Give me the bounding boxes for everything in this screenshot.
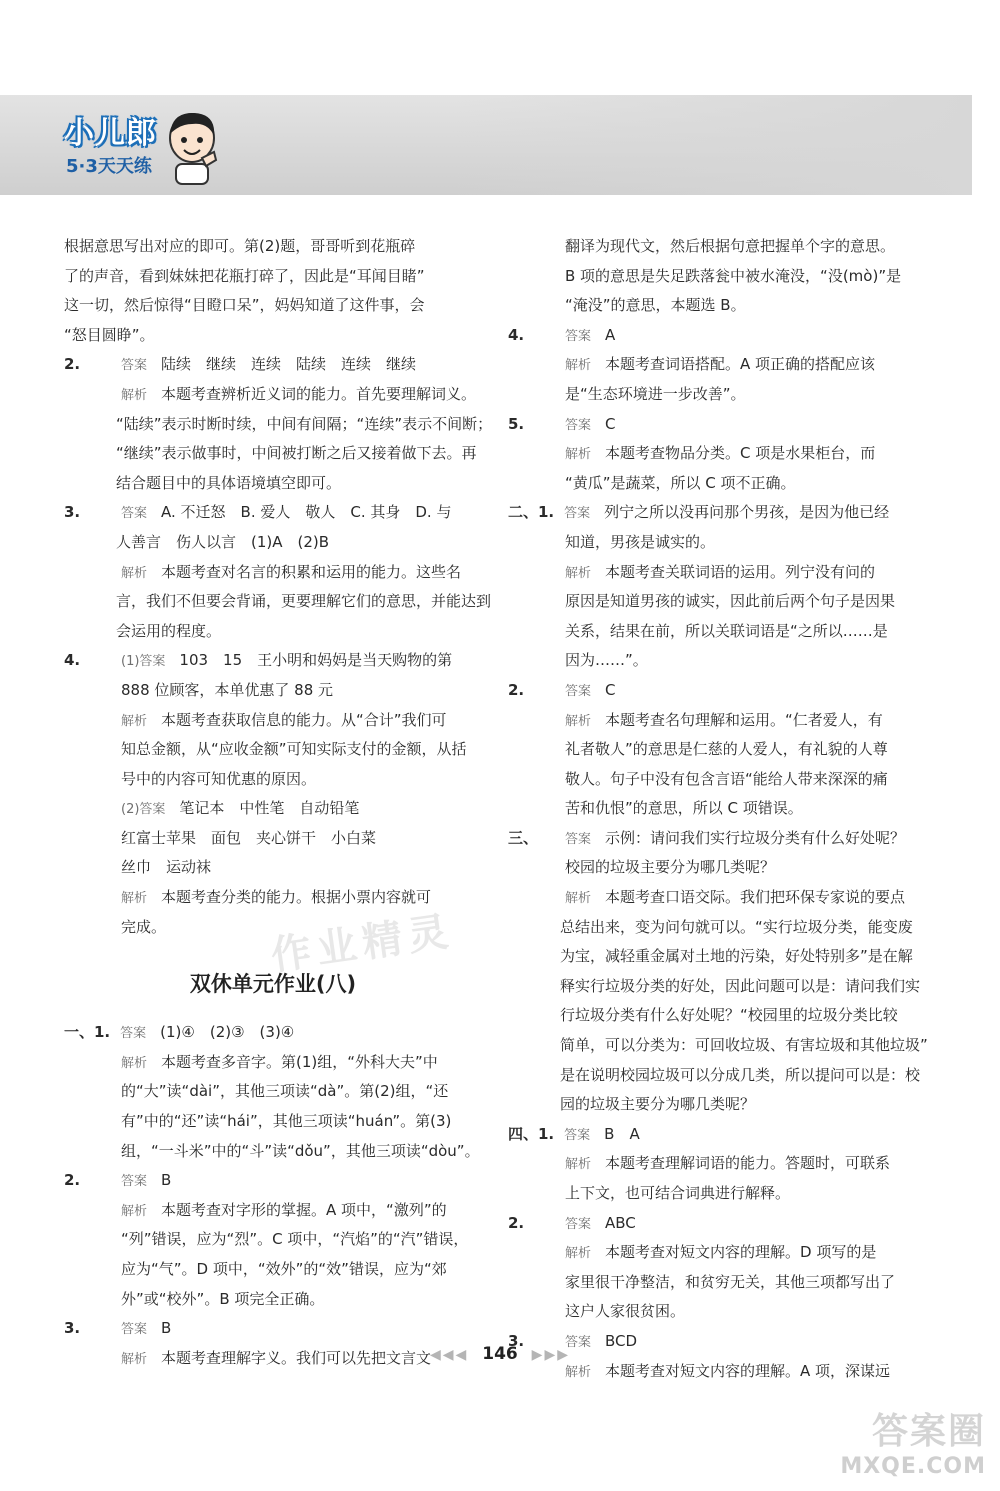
text-line: B 项的意思是失足跌落瓮中被水淹没，“没(mò)”是	[565, 266, 902, 285]
text-line: 了的声音，看到妹妹把花瓶打碎了，因此是“耳闻目睹”	[64, 266, 425, 285]
answer-line	[508, 498, 926, 528]
text-line: “陆续”表示时断时续，中间有间隔；“连续”表示不间断；	[116, 414, 493, 433]
item-label: 答案	[120, 1026, 147, 1042]
item-text: C	[605, 680, 616, 699]
item-text: 本题考查词语搭配。A 项正确的搭配应该	[605, 355, 876, 374]
item-label: 解析	[121, 891, 148, 907]
item-number: 3.	[508, 1331, 525, 1350]
item-text: 本题考查获取信息的能力。从“合计”我们可	[161, 710, 447, 729]
text-line: 会运用的程度。	[116, 621, 222, 640]
answer-line	[508, 883, 926, 913]
item-text: 示例：请问我们实行垃圾分类有什么好处呢？	[605, 828, 906, 847]
text-line: 888 位顾客，本单优惠了 88 元	[121, 680, 334, 699]
answer-line	[64, 646, 482, 676]
text-line: 根据意思写出对应的即可。第(2)题，哥哥听到花瓶碎	[64, 237, 416, 255]
text-line: 原因是知道男孩的诚实，因此前后两个句子是因果	[565, 592, 896, 611]
page-number: 146	[482, 1344, 518, 1364]
text-line: 行垃圾分类有什么好处呢？“校园里的垃圾分类比较	[560, 1006, 898, 1025]
item-number: 二、1.	[508, 503, 555, 522]
text-line: 这户人家很贫困。	[565, 1302, 686, 1321]
answer-line	[64, 498, 482, 528]
item-number: 4.	[64, 651, 81, 670]
text-line: 因为……”。	[565, 651, 648, 670]
item-text: B A	[604, 1124, 640, 1143]
stamp-watermark: 作业精灵	[268, 908, 457, 980]
item-number: 2.	[64, 355, 81, 374]
item-text: 本题考查理解字义。我们可以先把文言文	[161, 1348, 432, 1367]
text-line: 言，我们不但要会背诵，更要理解它们的意思，并能达到	[116, 592, 492, 611]
item-label: 解析	[565, 565, 592, 581]
item-label: (2)答案	[121, 802, 166, 818]
text-line: 外”或“校外”。B 项完全正确。	[121, 1289, 325, 1308]
item-number: 3.	[64, 503, 81, 522]
answer-line	[508, 558, 926, 588]
item-label: 解析	[565, 1157, 592, 1173]
item-text: 陆续 继续 连续 陆续 连续 继续	[161, 355, 417, 374]
left-column	[64, 232, 493, 1373]
answer-line	[64, 1166, 482, 1196]
logo-subtitle: 5·3天天练	[66, 156, 152, 177]
item-label: 答案	[564, 1127, 591, 1143]
item-number: 5.	[508, 414, 525, 433]
answer-line	[508, 410, 926, 440]
text-line: 园的垃圾主要分为哪几类呢？	[560, 1095, 756, 1114]
text-line: 家里很干净整洁，和贫穷无关，其他三项都写出了	[565, 1272, 896, 1291]
text-line: 简单，可以分类为：可回收垃圾、有害垃圾和其他垃圾”	[560, 1036, 928, 1055]
answer-line	[64, 794, 482, 824]
item-number: 4.	[508, 325, 525, 344]
mascot-boy-icon	[162, 108, 222, 186]
text-line: 是在说明校园垃圾可以分成几类，所以提问可以是：校	[560, 1065, 921, 1084]
item-label: 答案	[121, 506, 148, 522]
answer-line	[508, 321, 926, 351]
answer-line	[64, 1048, 482, 1078]
item-number: 2.	[508, 1213, 525, 1232]
answer-line	[508, 676, 926, 706]
text-line: 知道，男孩是诚实的。	[565, 532, 716, 551]
answer-line	[64, 1196, 482, 1226]
answer-line	[508, 1120, 926, 1150]
item-text: A. 不迁怒 B. 爱人 敬人 C. 其身 D. 与	[161, 503, 452, 522]
text-line: 苦和仇恨”的意思，所以 C 项错误。	[565, 799, 803, 818]
item-text: 本题考查对名言的积累和运用的能力。这些名	[161, 562, 462, 581]
text-line: “继续”表示做事时，中间被打断之后又接着做下去。再	[116, 444, 477, 463]
text-line: “怒目圆睁”。	[64, 325, 155, 344]
answer-line	[64, 558, 482, 588]
item-text: B	[161, 1171, 172, 1190]
item-text: 本题考查多音字。第(1)组，“外科大夫”中	[161, 1052, 438, 1071]
item-label: 答案	[121, 1322, 148, 1338]
text-line: 翻译为现代文，然后根据句意把握单个字的意思。	[565, 237, 896, 255]
item-label: 答案	[564, 506, 591, 522]
item-label: 解析	[565, 1246, 592, 1262]
site-watermark	[840, 1403, 986, 1479]
item-text: ABC	[605, 1213, 636, 1232]
item-label: 解析	[121, 713, 148, 729]
item-text: 本题考查辨析近义词的能力。首先要理解词义。	[161, 384, 477, 403]
answer-line	[64, 350, 482, 380]
page-number-bar	[0, 1344, 1000, 1364]
logo-title: 小儿郎	[64, 116, 157, 151]
text-line: 人善言 伤人以言 (1)A (2)B	[116, 532, 330, 551]
answer-line	[508, 706, 926, 736]
item-text: 本题考查对短文内容的理解。D 项写的是	[605, 1243, 877, 1262]
item-label: 答案	[565, 417, 592, 433]
text-line: “列”错误，应为“烈”。C 项中，“汽焰”的“汽”错误，	[121, 1230, 469, 1249]
answer-line	[508, 1238, 926, 1268]
answer-line	[508, 350, 926, 380]
text-line: 上下文，也可结合词典进行解释。	[565, 1184, 791, 1202]
item-label: (1)答案	[121, 654, 166, 670]
item-number: 2.	[508, 680, 525, 699]
watermark-logo-text: 答案圈	[871, 1411, 986, 1452]
item-text: 本题考查对短文内容的理解。A 项，深谋远	[605, 1361, 891, 1380]
item-label: 解析	[565, 358, 592, 374]
text-line: 号中的内容可知优惠的原因。	[121, 769, 317, 788]
answer-line	[64, 1018, 482, 1048]
section-title: 双休单元作业(八)	[189, 972, 357, 997]
item-text: 列宁之所以没再问那个男孩，是因为他已经	[604, 503, 890, 522]
text-line: 敬人。句子中没有包含言语“能给人带来深深的痛	[565, 769, 888, 788]
item-label: 解析	[121, 1203, 148, 1219]
item-label: 解析	[121, 1055, 148, 1071]
item-number: 四、1.	[508, 1124, 555, 1143]
text-line: 应为“气”。D 项中，“效外”的“效”错误，应为“郊	[121, 1260, 447, 1278]
item-label: 解析	[565, 713, 592, 729]
item-text: B	[161, 1319, 172, 1338]
item-text: 本题考查理解词语的能力。答题时，可联系	[605, 1154, 891, 1173]
text-line: 为宝，减轻重金属对土地的污染，好处特别多”是在解	[560, 947, 913, 966]
next-arrows-icon: ▶▶▶	[531, 1347, 570, 1363]
item-number: 一、1.	[64, 1023, 111, 1042]
text-line: 关系，结果在前，所以关联词语是“之所以……是	[565, 621, 888, 640]
text-line: “淹没”的意思，本题选 B。	[565, 296, 746, 315]
text-line: 校园的垃圾主要分为哪几类呢？	[565, 858, 776, 877]
text-line: 知总金额，从“应收金额”可知实际支付的金额，从括	[121, 740, 467, 759]
answer-line	[64, 706, 482, 736]
item-text: 本题考查名句理解和运用。“仁者爱人，有	[605, 710, 883, 729]
text-line: 这一切，然后惊得“目瞪口呆”，妈妈知道了这件事，会	[64, 296, 425, 315]
item-text: 本题考查对字形的掌握。A 项中，“激列”的	[161, 1200, 447, 1219]
item-text: A	[605, 325, 616, 344]
item-text: (1)④ (2)③ (3)④	[160, 1023, 295, 1042]
answer-line	[64, 380, 482, 410]
text-line: 有”中的“还”读“hái”，其他三项读“huán”。第(3)	[121, 1112, 452, 1131]
answer-line	[508, 1149, 926, 1179]
answer-line	[64, 1314, 482, 1344]
answer-line	[508, 824, 926, 854]
text-line: 总结出来，变为问句就可以。“实行垃圾分类，能变废	[560, 917, 913, 936]
item-text: 本题考查关联词语的运用。列宁没有问的	[605, 562, 876, 581]
item-label: 答案	[121, 358, 148, 374]
item-label: 解析	[121, 387, 148, 403]
item-label: 解析	[121, 1351, 148, 1367]
item-text: 本题考查分类的能力。根据小票内容就可	[161, 888, 432, 907]
item-text: BCD	[605, 1331, 638, 1350]
item-label: 答案	[565, 683, 592, 699]
item-text: 本题考查物品分类。C 项是水果柜台，而	[605, 444, 876, 463]
item-label: 解析	[121, 565, 148, 581]
item-number: 三、	[508, 828, 539, 847]
watermark-url: MXQE.COM	[840, 1454, 986, 1479]
item-number: 2.	[64, 1171, 81, 1190]
prev-arrows-icon: ◀◀◀	[430, 1347, 469, 1363]
text-line: 丝巾 运动袜	[121, 858, 212, 877]
item-text: 本题考查口语交际。我们把环保专家说的要点	[605, 888, 906, 907]
text-line: 红富士苹果 面包 夹心饼干 小白菜	[121, 828, 377, 847]
answer-line	[508, 439, 926, 469]
text-line: 礼者敬人”的意思是仁慈的人爱人，有礼貌的人尊	[565, 740, 888, 759]
item-text: 103 15 王小明和妈妈是当天购物的第	[179, 651, 453, 670]
item-number: 3.	[64, 1319, 81, 1338]
item-label: 解析	[565, 891, 592, 907]
item-label: 答案	[565, 1334, 592, 1350]
text-line: 完成。	[121, 917, 167, 936]
item-text: C	[605, 414, 616, 433]
item-label: 答案	[121, 1174, 148, 1190]
text-line: 组，“一斗米”中的“斗”读“dǒu”，其他三项读“dòu”。	[121, 1141, 480, 1160]
item-text: 笔记本 中性笔 自动铅笔	[179, 799, 360, 818]
item-label: 答案	[565, 328, 592, 344]
item-label: 答案	[565, 1216, 592, 1232]
answer-line	[508, 1209, 926, 1239]
text-line: 结合题目中的具体语境填空即可。	[116, 473, 342, 492]
item-label: 解析	[565, 1364, 592, 1380]
text-line: 的“大”读“dài”，其他三项读“dà”。第(2)组，“还	[121, 1082, 449, 1101]
item-label: 解析	[565, 447, 592, 463]
text-line: 释实行垃圾分类的好处，因此问题可以是：请问我们实	[560, 976, 921, 995]
text-line: 是“生态环境进一步改善”。	[565, 384, 746, 403]
item-label: 答案	[565, 831, 592, 847]
right-column	[508, 232, 926, 1386]
text-line: “黄瓜”是蔬菜，所以 C 项不正确。	[565, 473, 796, 492]
